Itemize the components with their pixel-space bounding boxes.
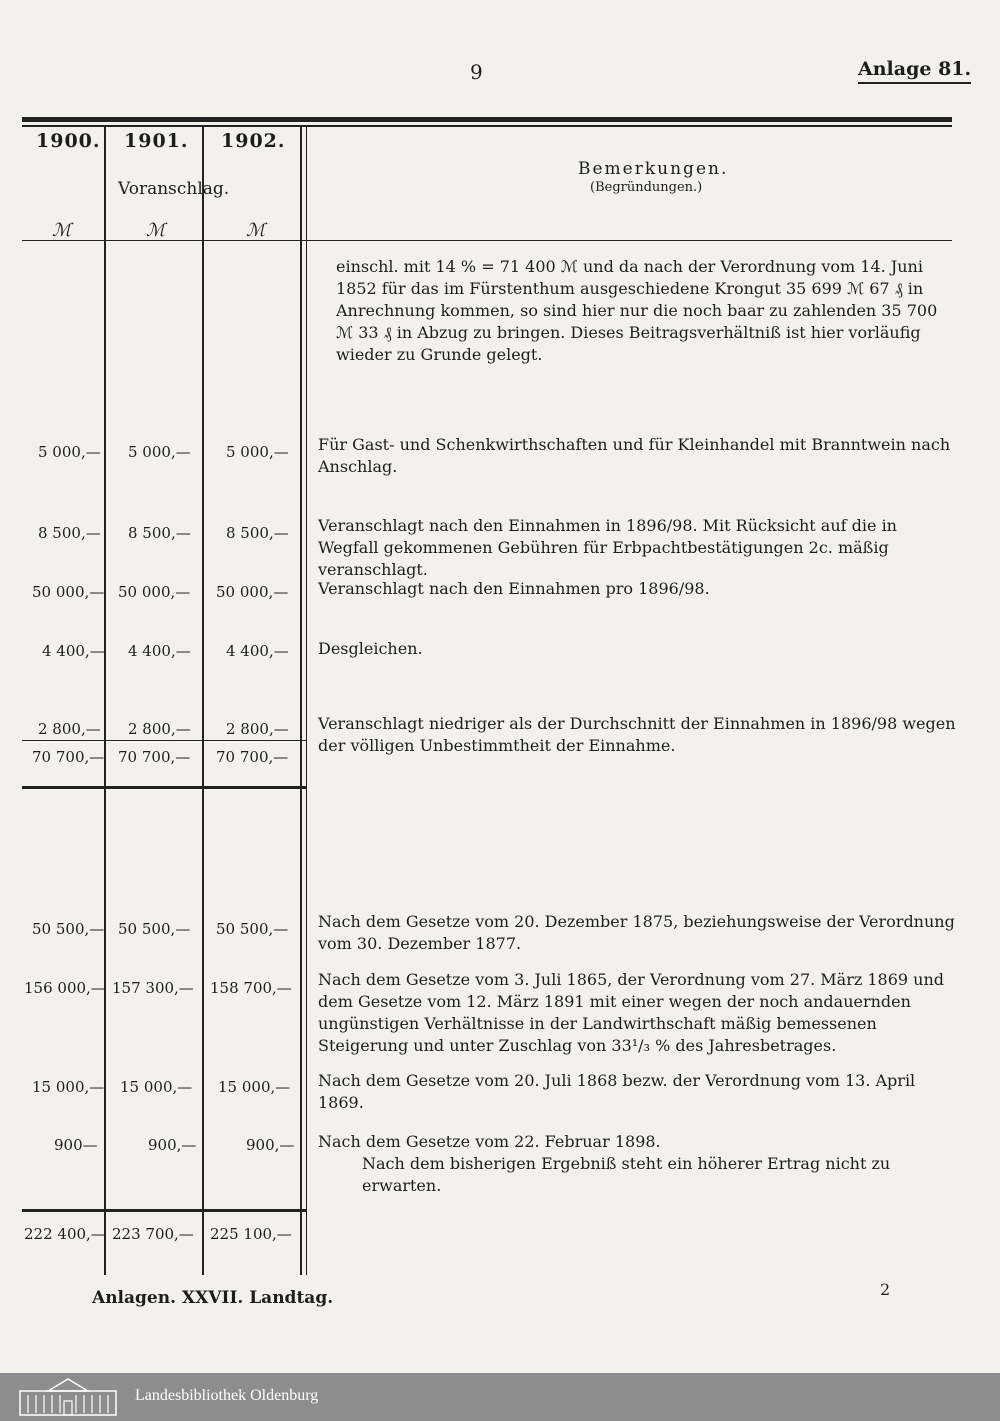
- value-1902: 50 000,—: [216, 583, 289, 601]
- subtotal-double-rule: [22, 786, 306, 789]
- unit-mark-1901: ℳ: [146, 220, 166, 241]
- value-1900: 50 500,—: [32, 920, 105, 938]
- value-1901: 4 400,—: [128, 642, 191, 660]
- remark-text: Veranschlagt nach den Einnahmen pro 1896/98.: [318, 579, 710, 598]
- total-1902: 225 100,—: [210, 1225, 292, 1243]
- value-1900: 50 000,—: [32, 583, 105, 601]
- year-1902-header: 1902.: [221, 130, 286, 152]
- value-1900: 4 400,—: [42, 642, 105, 660]
- banner-text: Landesbibliothek Oldenburg: [135, 1387, 319, 1404]
- value-1901: 5 000,—: [128, 443, 191, 461]
- year-1901-header: 1901.: [124, 130, 189, 152]
- value-1901: 157 300,—: [112, 979, 194, 997]
- value-1902: 15 000,—: [218, 1078, 291, 1096]
- remark-text: Für Gast- und Schenkwirthschaften und für Kleinhandel mit Branntwein nach Anschlag.: [318, 435, 951, 476]
- header-rule: [22, 117, 952, 122]
- begruendungen-header: (Begründungen.): [590, 180, 703, 195]
- value-1901: 2 800,—: [128, 720, 191, 738]
- value-1902: 4 400,—: [226, 642, 289, 660]
- value-1900: 900—: [54, 1136, 98, 1154]
- value-1900: 2 800,—: [38, 720, 101, 738]
- remark-text: Veranschlagt nach den Einnahmen in 1896/98. Mit Rücksicht auf die in Wegfall gekommenen Gebühren für Erbpachtbestätigungen 2c. mäßig veranschlagt.: [318, 516, 897, 579]
- remark-text: Nach dem Gesetze vom 3. Juli 1865, der Verordnung vom 27. März 1869 und dem Gesetze vom 12. März 1891 mit einer wegen der noch andauernden ungünstigen Verhältnisse in der Landwirthschaft mäßig bemessenen Steigerung und unter Zuschlag von 33¹/₃ % des Jahresbetrages.: [318, 970, 945, 1055]
- value-1902: 900,—: [246, 1136, 295, 1154]
- value-1901: 15 000,—: [120, 1078, 193, 1096]
- column-divider: [306, 127, 307, 1275]
- column-divider: [202, 127, 204, 1275]
- value-1900: 5 000,—: [38, 443, 101, 461]
- voranschlag-header: Voranschlag.: [118, 179, 230, 199]
- subtotal-1901: 70 700,—: [118, 748, 191, 766]
- total-double-rule: [22, 1209, 306, 1212]
- footer-left: Anlagen. XXVII. Landtag.: [92, 1288, 334, 1308]
- subtotal-rule: [22, 740, 306, 741]
- unit-mark-1900: ℳ: [52, 220, 72, 241]
- year-1900-header: 1900.: [36, 130, 101, 152]
- bemerkungen-header: Bemerkungen.: [578, 159, 729, 179]
- value-1901: 900,—: [148, 1136, 197, 1154]
- value-1902: 50 500,—: [216, 920, 289, 938]
- remark-text: einschl. mit 14 % = 71 400 ℳ und da nach der Verordnung vom 14. Juni 1852 für das im Fürstenthum ausgeschiedene Krongut 35 699 ℳ 67 ₰ in Anrechnung kommen, so sind hier nur die noch baar zu zahlenden 35 700 ℳ 33 ₰ in Abzug zu bringen. Dieses Beitragsverhältniß ist hier vorläufig wieder zu Grunde gelegt.: [336, 257, 938, 364]
- remark-text: Nach dem Gesetze vom 22. Februar 1898.: [318, 1132, 661, 1151]
- value-1901: 50 000,—: [118, 583, 191, 601]
- anlage-label: Anlage 81.: [858, 58, 971, 84]
- column-divider: [300, 127, 302, 1275]
- value-1902: 158 700,—: [210, 979, 292, 997]
- value-1901: 8 500,—: [128, 524, 191, 542]
- footer-right: 2: [880, 1280, 891, 1299]
- library-building-icon: [18, 1377, 118, 1417]
- remark-text: Nach dem Gesetze vom 20. Dezember 1875, beziehungsweise der Verordnung vom 30. Dezember 1877.: [318, 912, 955, 953]
- unit-mark-1902: ℳ: [246, 220, 266, 241]
- remark-text-continued: Nach dem bisherigen Ergebniß steht ein höherer Ertrag nicht zu erwarten.: [362, 1154, 891, 1195]
- header-rule-thin: [22, 125, 952, 127]
- value-1902: 2 800,—: [226, 720, 289, 738]
- page-number: 9: [470, 60, 483, 84]
- library-banner: [0, 1373, 1000, 1421]
- value-1900: 156 000,—: [24, 979, 106, 997]
- total-1900: 222 400,—: [24, 1225, 106, 1243]
- value-1902: 5 000,—: [226, 443, 289, 461]
- value-1902: 8 500,—: [226, 524, 289, 542]
- remark-text: Veranschlagt niedriger als der Durchschnitt der Einnahmen in 1896/98 wegen der völligen Unbestimmtheit der Einnahme.: [318, 714, 956, 755]
- value-1900: 8 500,—: [38, 524, 101, 542]
- remark-text: Desgleichen.: [318, 639, 423, 658]
- value-1900: 15 000,—: [32, 1078, 105, 1096]
- value-1901: 50 500,—: [118, 920, 191, 938]
- column-divider: [104, 127, 106, 1275]
- subtotal-1902: 70 700,—: [216, 748, 289, 766]
- remark-text: Nach dem Gesetze vom 20. Juli 1868 bezw. der Verordnung vom 13. April 1869.: [318, 1071, 916, 1112]
- total-1901: 223 700,—: [112, 1225, 194, 1243]
- subtotal-1900: 70 700,—: [32, 748, 105, 766]
